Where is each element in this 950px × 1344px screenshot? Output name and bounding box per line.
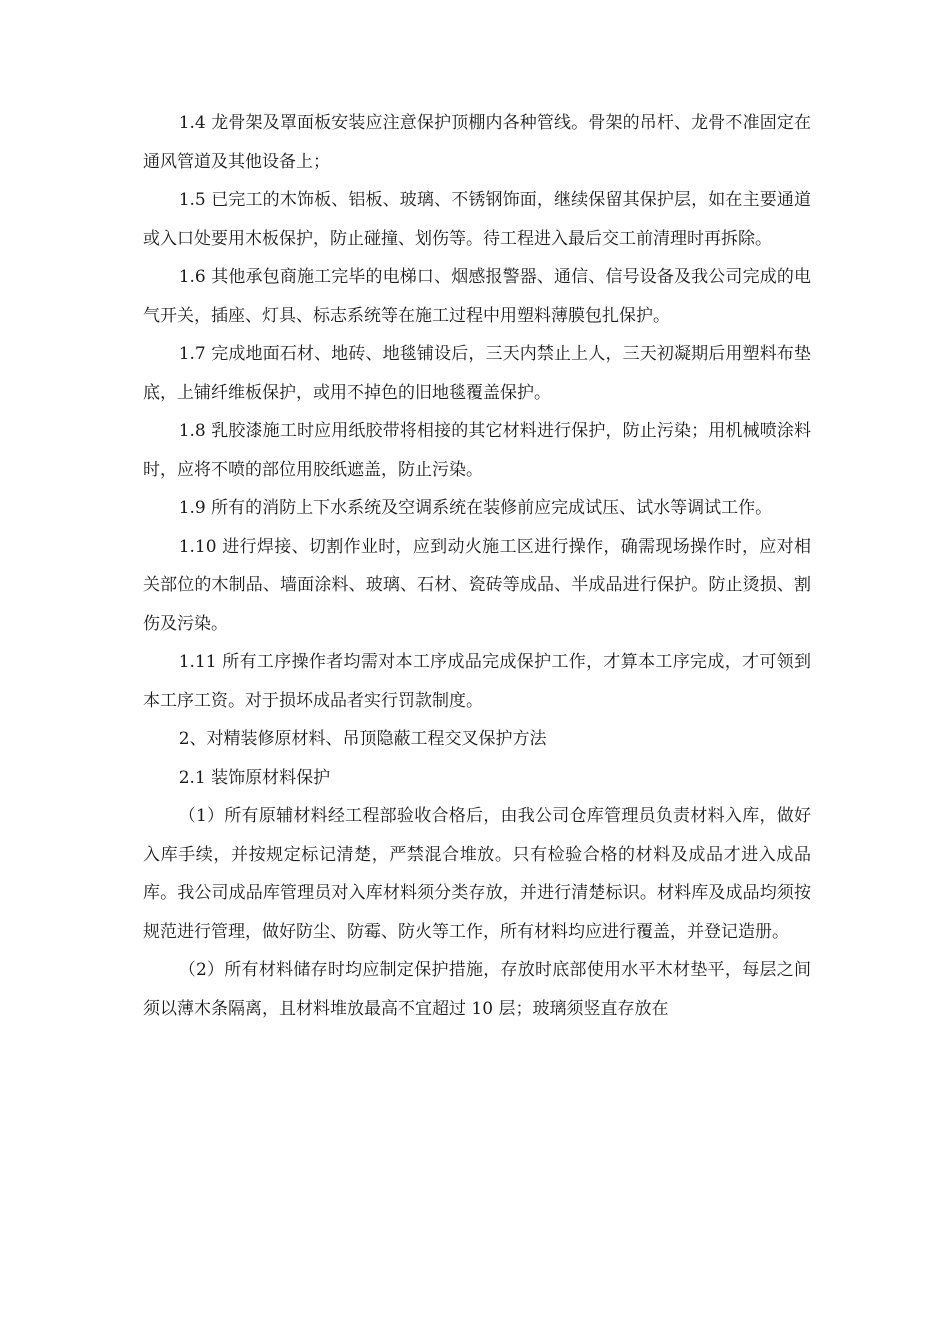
paragraph-1-7: 1.7 完成地面石材、地砖、地毯铺设后，三天内禁止上人，三天初凝期后用塑料布垫底，上铺纤维板保护，或用不掉色的旧地毯覆盖保护。 (143, 344, 811, 403)
paragraph-item-1: （1）所有原辅材料经工程部验收合格后，由我公司仓库管理员负责材料入库，做好入库手续，并按规定标记清楚，严禁混合堆放。只有检验合格的材料及成品才进入成品库。我公司成品库管理员对入库材料须分类存放，并进行清楚标识。材料库及成品均须按规范进行管理，做好防尘、防霉、防火等工作，所有材料均应进行覆盖，并登记造册。 (143, 806, 811, 942)
document-body (143, 104, 811, 1028)
subsection-heading-2-1: 2.1 装饰原材料保护 (178, 767, 331, 788)
paragraph-1-8: 1.8 乳胶漆施工时应用纸胶带将相接的其它材料进行保护，防止污染；用机械喷涂料时，应将不喷的部位用胶纸遮盖，防止污染。 (143, 421, 811, 480)
paragraph-1-6: 1.6 其他承包商施工完毕的电梯口、烟感报警器、通信、信号设备及我公司完成的电气开关，插座、灯具、标志系统等在施工过程中用塑料薄膜包扎保护。 (143, 267, 811, 326)
paragraph-1-10: 1.10 进行焊接、切割作业时，应到动火施工区进行操作，确需现场操作时，应对相关部位的木制品、墙面涂料、玻璃、石材、瓷砖等成品、半成品进行保护。防止烫损、割伤及污染。 (143, 536, 811, 634)
paragraph-item-2: （2）所有材料储存时均应制定保护措施，存放时底部使用水平木材垫平，每层之间须以薄木条隔离，且材料堆放最高不宜超过 10 层；玻璃须竖直存放在 (143, 960, 811, 1019)
section-heading-2: 2、对精装修原材料、吊顶隐蔽工程交叉保护方法 (178, 729, 547, 749)
paragraph-1-11: 1.11 所有工序操作者均需对本工序成品完成保护工作，才算本工序完成，才可领到本工序工资。对于损坏成品者实行罚款制度。 (143, 652, 811, 711)
paragraph-1-5: 1.5 已完工的木饰板、铝板、玻璃、不锈钢饰面，继续保留其保护层，如在主要通道或入口处要用木板保护，防止碰撞、划伤等。待工程进入最后交工前清理时再拆除。 (143, 190, 811, 249)
paragraph-1-9: 1.9 所有的消防上下水系统及空调系统在装修前应完成试压、试水等调试工作。 (178, 498, 773, 518)
paragraph-1-4: 1.4 龙骨架及罩面板安装应注意保护顶棚内各种管线。骨架的吊杆、龙骨不准固定在通风管道及其他设备上； (143, 113, 811, 172)
